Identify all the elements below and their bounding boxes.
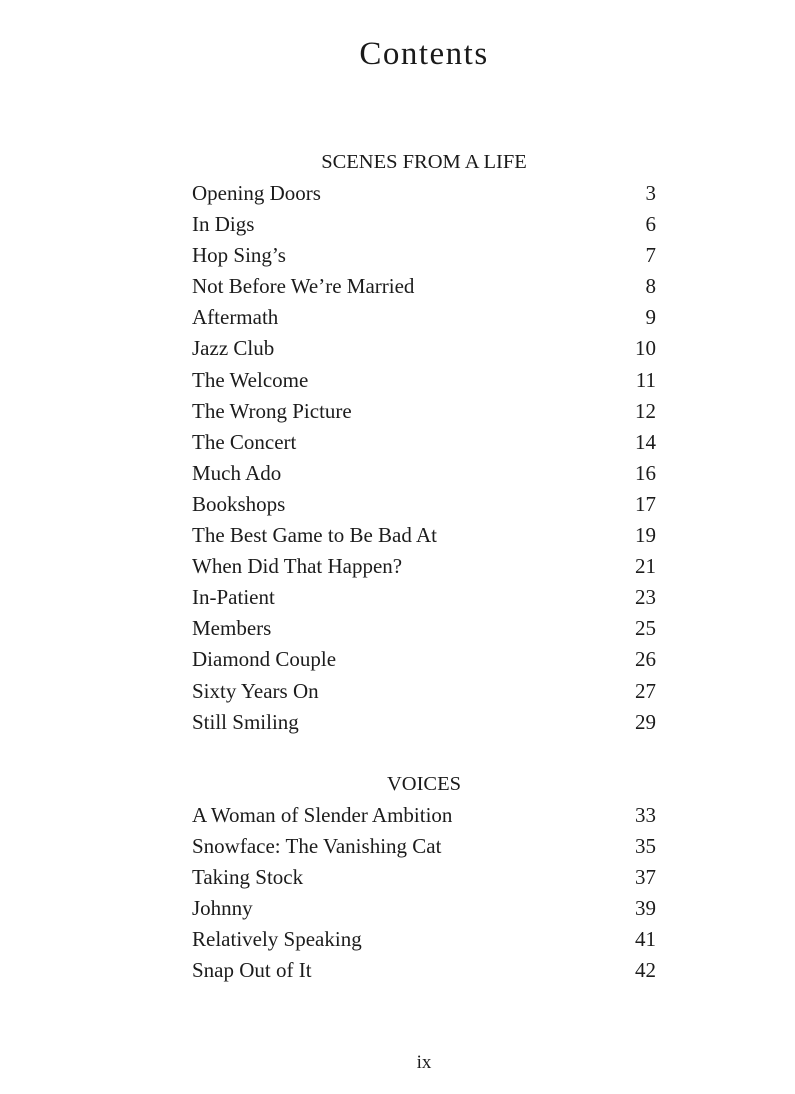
entry-page-number: 8 <box>645 274 656 299</box>
toc-entry <box>192 955 656 986</box>
toc-entry <box>192 365 656 396</box>
entry-title: Hop Sing’s <box>192 243 286 268</box>
entry-page-number: 9 <box>645 305 656 330</box>
toc-entry <box>192 489 656 520</box>
entry-title: When Did That Happen? <box>192 554 403 579</box>
entry-title: Still Smiling <box>192 709 299 734</box>
entry-title: Members <box>192 616 272 641</box>
toc-entry <box>192 644 656 675</box>
table-of-contents <box>192 146 656 986</box>
entry-title: Snowface: The Vanishing Cat <box>192 833 442 858</box>
entry-page-number: 26 <box>635 647 656 672</box>
entry-page-number: 19 <box>635 523 656 548</box>
entry-title: Diamond Couple <box>192 647 337 672</box>
entry-page-number: 21 <box>635 554 656 579</box>
toc-entry <box>192 396 656 427</box>
page-title: Contents <box>359 36 489 72</box>
entry-title: Jazz Club <box>192 336 275 361</box>
entry-title: Johnny <box>192 895 253 920</box>
entry-page-number: 35 <box>635 833 656 858</box>
entry-page-number: 7 <box>645 243 656 268</box>
toc-entry <box>192 302 656 333</box>
toc-section <box>192 768 656 987</box>
entry-page-number: 12 <box>635 398 656 423</box>
toc-entry <box>192 831 656 862</box>
toc-entry <box>192 800 656 831</box>
entry-title: Not Before We’re Married <box>192 274 415 299</box>
entry-page-number: 23 <box>635 585 656 610</box>
entry-title: In-Patient <box>192 585 275 610</box>
entry-title: The Best Game to Be Bad At <box>192 523 437 548</box>
entry-page-number: 14 <box>635 429 656 454</box>
toc-entry <box>192 178 656 209</box>
entry-page-number: 37 <box>635 864 656 889</box>
toc-entries <box>192 178 656 738</box>
entry-title: Bookshops <box>192 491 286 516</box>
toc-entry <box>192 271 656 302</box>
entry-title: Relatively Speaking <box>192 927 362 952</box>
entry-title: Sixty Years On <box>192 678 319 703</box>
entry-page-number: 39 <box>635 895 656 920</box>
entry-title: A Woman of Slender Ambition <box>192 802 453 827</box>
toc-entry <box>192 613 656 644</box>
entry-page-number: 25 <box>635 616 656 641</box>
section-heading: VOICES <box>386 772 462 795</box>
toc-entry <box>192 551 656 582</box>
entry-title: Much Ado <box>192 460 282 485</box>
entry-page-number: 11 <box>635 367 656 392</box>
entry-title: The Concert <box>192 429 297 454</box>
entry-title: The Welcome <box>192 367 309 392</box>
entry-page-number: 27 <box>635 678 656 703</box>
toc-entry <box>192 924 656 955</box>
toc-entry <box>192 333 656 364</box>
entry-page-number: 42 <box>635 958 656 983</box>
entry-title: Aftermath <box>192 305 279 330</box>
entry-title: Snap Out of It <box>192 958 312 983</box>
entry-page-number: 3 <box>645 181 656 205</box>
entry-page-number: 10 <box>635 336 656 361</box>
entry-title: Taking Stock <box>192 864 304 889</box>
toc-entry <box>192 862 656 893</box>
toc-entry <box>192 707 656 738</box>
section-heading: SCENES FROM A LIFE <box>321 151 527 173</box>
toc-section <box>192 146 656 738</box>
entry-title: In Digs <box>192 212 255 237</box>
page-number: ix <box>416 1052 432 1073</box>
toc-entry <box>192 520 656 551</box>
entry-page-number: 33 <box>635 802 656 827</box>
entry-title: Opening Doors <box>192 181 321 205</box>
entry-page-number: 29 <box>635 709 656 734</box>
toc-entry <box>192 458 656 489</box>
entry-page-number: 41 <box>635 927 656 952</box>
toc-entry <box>192 240 656 271</box>
entry-page-number: 17 <box>635 491 656 516</box>
entry-page-number: 6 <box>645 212 656 237</box>
entry-title: The Wrong Picture <box>192 398 352 423</box>
toc-entry <box>192 427 656 458</box>
toc-entry <box>192 676 656 707</box>
toc-entry <box>192 582 656 613</box>
toc-entry <box>192 893 656 924</box>
toc-entries <box>192 800 656 987</box>
entry-page-number: 16 <box>635 460 656 485</box>
toc-entry <box>192 209 656 240</box>
